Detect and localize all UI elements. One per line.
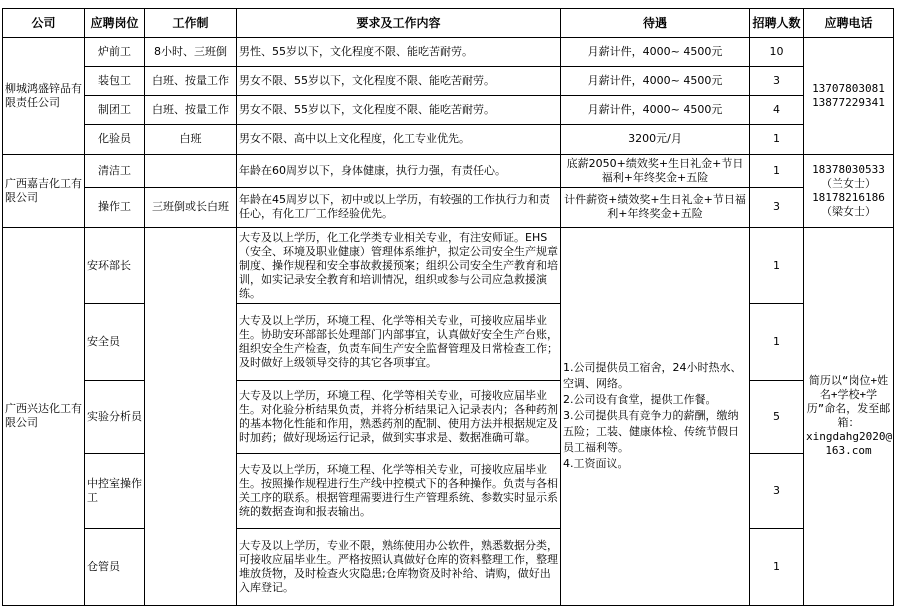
table-row	[3, 227, 894, 303]
job-headcount: 1	[750, 154, 804, 187]
header-row	[3, 9, 894, 38]
company-phone: 18378030533 （兰女士） 18178216186 （梁女士）	[804, 154, 894, 227]
job-headcount: 10	[750, 38, 804, 67]
job-shift-empty	[145, 227, 237, 605]
company-benefits: 1.公司提供员工宿舍，24小时热水、空调、网络。 2.公司设有食堂，提供工作餐。 3.公司提供具有竞争力的薪酬，缴纳五险；工装、健康体检、传统节假日员工福利等。 4.工资面议。	[561, 227, 750, 605]
job-salary: 计件薪资+绩效奖+生日礼金+节日福利+年终奖金+五险	[561, 187, 750, 227]
company-name: 广西兴达化工有限公司	[3, 227, 85, 605]
job-headcount: 1	[750, 125, 804, 154]
job-requirements: 男女不限、55岁以下，文化程度不限、能吃苦耐劳。	[237, 96, 561, 125]
header-position: 应聘岗位	[85, 9, 145, 38]
table-row	[3, 187, 894, 227]
job-requirements: 年龄在45周岁以下，初中或以上学历，有较强的工作执行力和责任心，有化工厂工作经验优先。	[237, 187, 561, 227]
job-position: 装包工	[85, 67, 145, 96]
job-shift: 白班、按量工作	[145, 67, 237, 96]
header-salary: 待遇	[561, 9, 750, 38]
recruitment-table	[2, 8, 894, 606]
job-salary: 月薪计件，4000~ 4500元	[561, 96, 750, 125]
job-headcount: 1	[750, 227, 804, 303]
company-contact: 简历以“岗位+姓名+学校+学历”命名，发至邮箱： xingdahg2020@ 163.com	[804, 227, 894, 605]
job-requirements: 大专及以上学历，环境工程、化学等相关专业，可接收应届毕业生。对化验分析结果负责，并将分析结果记入记录表内；各种药剂的基本物化性能和作用，熟悉药剂的配制、使用方法并根据规定及时加药；做好现场运行记录，做到实事求是、数据准确可靠。	[237, 380, 561, 453]
table-row	[3, 380, 894, 453]
company-name: 柳城鸿盛锌品有限责任公司	[3, 38, 85, 155]
job-requirements: 年龄在60周岁以下，身体健康，执行力强，有责任心。	[237, 154, 561, 187]
company-name: 广西嘉吉化工有限公司	[3, 154, 85, 227]
job-shift: 8小时、三班倒	[145, 38, 237, 67]
job-headcount: 1	[750, 529, 804, 606]
job-headcount: 5	[750, 380, 804, 453]
job-position: 化验员	[85, 125, 145, 154]
job-headcount: 3	[750, 454, 804, 529]
job-position: 清洁工	[85, 154, 145, 187]
job-headcount: 3	[750, 67, 804, 96]
job-position: 安全员	[85, 304, 145, 380]
job-requirements: 大专及以上学历，环境工程、化学等相关专业，可接收应届毕业生。按照操作规程进行生产线中控模式下的各种操作。负责与各相关工序的联系。根据管理需要进行生产管理系统、参数实时显示系统的数据查询和报表输出。	[237, 454, 561, 529]
table-row	[3, 96, 894, 125]
job-position: 实验分析员	[85, 380, 145, 453]
job-requirements: 大专及以上学历，环境工程、化学等相关专业，可接收应届毕业生。协助安环部部长处理部门内部事宜，认真做好安全生产台账，组织安全生产检查，负责车间生产安全监督管理及日常检查工作；及时做好上级领导交待的其它各项事宜。	[237, 304, 561, 380]
table-row	[3, 304, 894, 380]
job-headcount: 4	[750, 96, 804, 125]
job-shift: 白班、按量工作	[145, 96, 237, 125]
job-requirements: 大专及以上学历，专业不限，熟练使用办公软件，熟悉数据分类，可接收应届毕业生。严格按照认真做好仓库的资料整理工作，整理堆放货物，及时检查火灾隐患;仓库物资及时补给、请购，做好出入库登记。	[237, 529, 561, 606]
job-headcount: 3	[750, 187, 804, 227]
job-shift: 白班	[145, 125, 237, 154]
header-shift: 工作制	[145, 9, 237, 38]
job-requirements: 男女不限、高中以上文化程度，化工专业优先。	[237, 125, 561, 154]
job-salary: 月薪计件，4000~ 4500元	[561, 38, 750, 67]
job-position: 制团工	[85, 96, 145, 125]
header-headcount: 招聘人数	[750, 9, 804, 38]
header-requirements: 要求及工作内容	[237, 9, 561, 38]
job-salary: 月薪计件，4000~ 4500元	[561, 67, 750, 96]
header-phone: 应聘电话	[804, 9, 894, 38]
job-position: 仓管员	[85, 529, 145, 606]
table-row	[3, 529, 894, 606]
job-position: 安环部长	[85, 227, 145, 303]
job-salary: 3200元/月	[561, 125, 750, 154]
table-row	[3, 154, 894, 187]
job-shift	[145, 154, 237, 187]
table-row	[3, 67, 894, 96]
job-shift: 三班倒或长白班	[145, 187, 237, 227]
job-position: 中控室操作工	[85, 454, 145, 529]
job-headcount: 1	[750, 304, 804, 380]
table-row	[3, 125, 894, 154]
job-salary: 底薪2050+绩效奖+生日礼金+节日福利+年终奖金+五险	[561, 154, 750, 187]
job-requirements: 男女不限、55岁以下，文化程度不限、能吃苦耐劳。	[237, 67, 561, 96]
header-company: 公司	[3, 9, 85, 38]
job-requirements: 大专及以上学历，化工化学类专业相关专业，有注安师证。EHS（安全、环境及职业健康）管理体系维护，拟定公司安全生产规章制度、操作规程和安全事故救援预案；组织公司安全生产教育和培训，如实记录安全教育和培训情况，组织或参与公司应急救援演练。	[237, 227, 561, 303]
job-position: 操作工	[85, 187, 145, 227]
table-row	[3, 38, 894, 67]
job-position: 炉前工	[85, 38, 145, 67]
job-requirements: 男性、55岁以下，文化程度不限、能吃苦耐劳。	[237, 38, 561, 67]
table-row	[3, 454, 894, 529]
company-phone: 13707803081 13877229341	[804, 38, 894, 155]
